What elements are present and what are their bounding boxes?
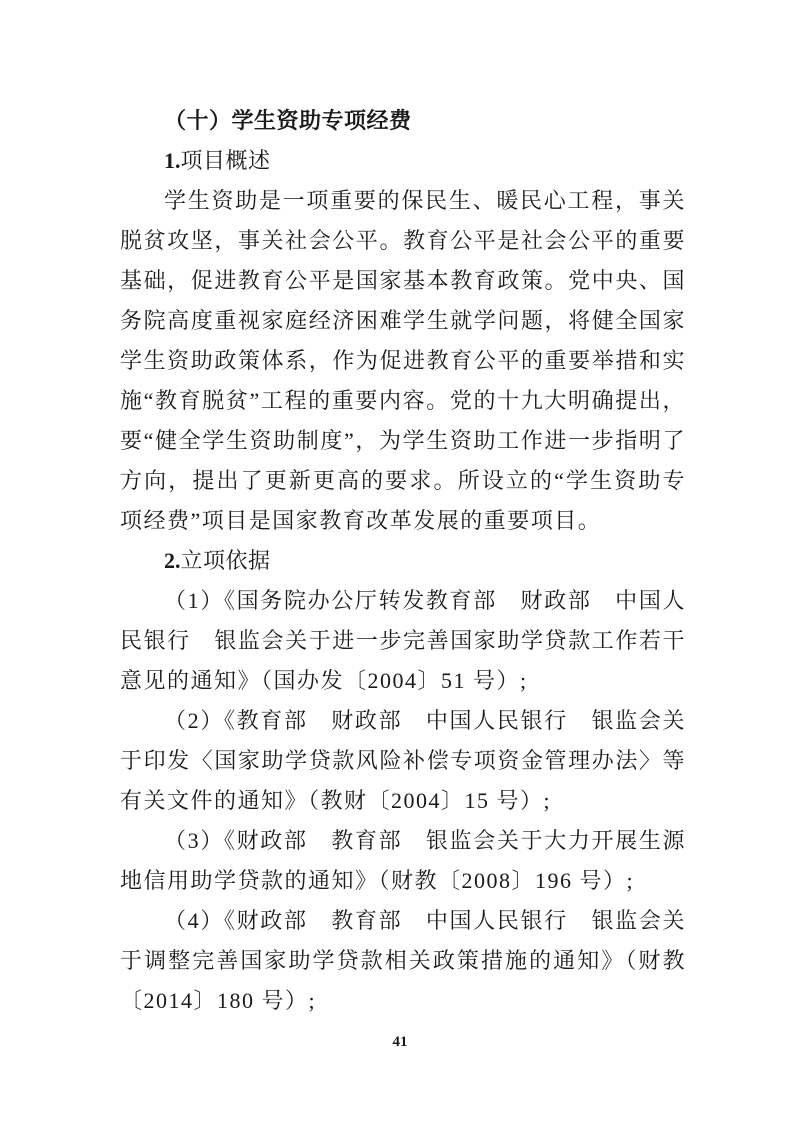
paragraph-overview: 学生资助是一项重要的保民生、暖民心工程，事关脱贫攻坚，事关社会公平。教育公平是社会公平的重要基础，促进教育公平是国家基本教育政策。党中央、国务院高度重视家庭经济困难学生就学问题，将健全国家学生资助政策体系，作为促进教育公平的重要举措和实施“教育脱贫”工程的重要内容。党的十九大明确提出，要“健全学生资助制度”，为学生资助工作进一步指明了方向，提出了更新更高的要求。所设立的“学生资助专项经费”项目是国家教育改革发展的重要项目。 xyxy=(120,188,686,533)
subsection-2-label: 立项依据 xyxy=(180,548,271,573)
subsection-1-label: 项目概述 xyxy=(180,148,271,173)
document-content xyxy=(120,0,686,1021)
section-heading: （十）学生资助专项经费 xyxy=(164,108,412,133)
paragraph-basis-3: （3）《财政部 教育部 银监会关于大力开展生源地信用助学贷款的通知》（财教〔2008〕196 号）; xyxy=(120,828,686,893)
subsection-title-1 xyxy=(120,141,686,181)
subsection-2-number: 2. xyxy=(164,548,181,573)
paragraph-basis-1: （1）《国务院办公厅转发教育部 财政部 中国人民银行 银监会关于进一步完善国家助学贷款工作若干意见的通知》（国办发〔2004〕51 号）; xyxy=(120,588,686,693)
page-number: 41 xyxy=(392,1034,408,1050)
paragraph-basis-4: （4）《财政部 教育部 中国人民银行 银监会关于调整完善国家助学贷款相关政策措施的通知》（财教〔2014〕180 号）; xyxy=(120,908,686,1013)
subsection-title-2 xyxy=(120,541,686,581)
paragraph-basis-2: （2）《教育部 财政部 中国人民银行 银监会关于印发〈国家助学贷款风险补偿专项资金管理办法〉等有关文件的通知》（教财〔2004〕15 号）; xyxy=(120,708,686,813)
subsection-1-number: 1. xyxy=(164,148,181,173)
